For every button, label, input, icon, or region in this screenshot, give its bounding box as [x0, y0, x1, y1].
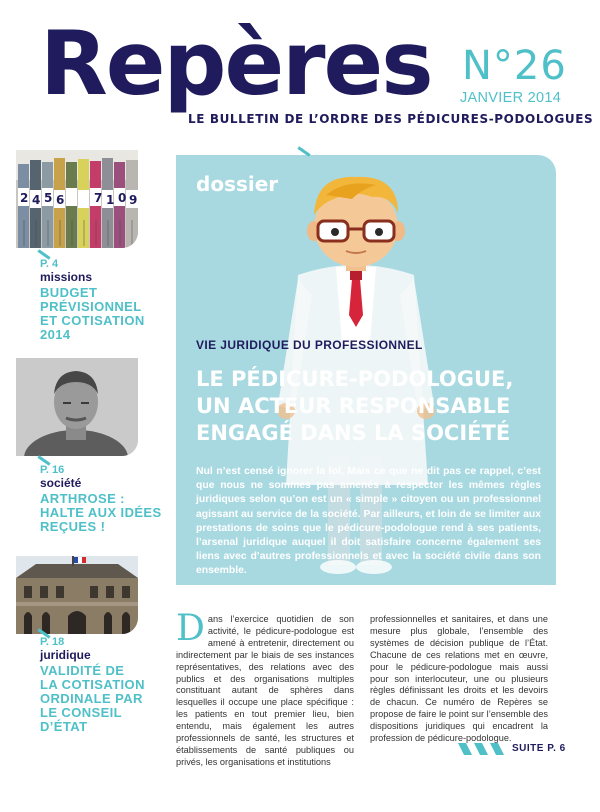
section-name: missions [40, 270, 93, 284]
article-rubric: VIE JURIDIQUE DU PROFESSIONNEL [196, 338, 423, 352]
body-column-1 [176, 608, 354, 769]
portrait-photo[interactable] [16, 358, 138, 456]
sidebar-item-juridique[interactable] [40, 636, 145, 734]
sidebar-item-missions[interactable] [40, 258, 145, 342]
continue-arrows-icon [458, 743, 504, 755]
conseil-detat-photo[interactable] [16, 556, 138, 634]
binder-number: 5 [44, 191, 53, 205]
headline[interactable]: VALIDITÉ DE LA COTISATION ORDINALE PAR LE CONSEIL D’ÉTAT [40, 663, 145, 734]
dossier-label: dossier [196, 172, 279, 196]
continue-link[interactable]: SUITE P. 6 [512, 743, 566, 754]
masthead-title: Repères [40, 12, 432, 115]
issue-number: N°26 [462, 43, 567, 89]
page-reference: P. 18 [40, 636, 65, 648]
binder-number: 9 [129, 193, 138, 207]
issue-date: JANVIER 2014 [460, 90, 562, 106]
binder-number: 7 [94, 191, 103, 205]
section-name: société [40, 476, 82, 490]
sidebar-item-societe[interactable] [40, 464, 162, 534]
binder-number: 2 [20, 191, 29, 205]
masthead-subtitle: LE BULLETIN DE L’ORDRE DES PÉDICURES-PODOLOGUES [188, 112, 594, 126]
binder-number: 1 [106, 193, 115, 207]
binder-number: 4 [32, 193, 41, 207]
page-reference: P. 4 [40, 258, 59, 270]
article-lede: Nul n’est censé ignorer la loi. Mais ce que ne dit pas ce rappel, c’est que nous ne sommes pas amenés à respecter les mêmes règles juridiques selon qu’on est un « simple » citoyen ou un professionnel agissant au service de la société. Par ailleurs, et loin de se limiter aux prestations de soins que le pédicure-podologue rend à ses patients, l’arsenal juridique auquel il doit satisfaire concerne également ses liens avec d’autres professionnels et avec la société civile dans son ensemble. [196, 466, 541, 577]
binder-number: 0 [118, 191, 127, 205]
section-name: juridique [40, 648, 91, 662]
drop-cap: D [176, 608, 205, 649]
binder-number: 6 [56, 193, 65, 207]
article-title: LE PÉDICURE-PODOLOGUE, UN ACTEUR RESPONSABLE ENGAGÉ DANS LA SOCIÉTÉ [196, 367, 514, 445]
body-text: ans l’exercice quotidien de son activité, le pédicure-podologue est amené à entretenir, directement ou indirectement par le biais de ses instances représentatives, des relations avec des publics et des organisations multiples constituant autant de sphères dans lesquelles il occupe une place spécifique : les patients en tout premier lieu, bien entendu, mais également les autres professionnels de santé, les structures et établissements de santé publiques ou privés, les organisations et institutions [176, 614, 354, 767]
body-text: professionnelles et sanitaires, et dans une mesure plus globale, l’ensemble des systèmes de décision publique de l’État. Chacune de ces relations met en œuvre, pour le pédicure-podologue mais aussi pour son interlocuteur, une ou plusieurs règles définissant les droits et les devoirs de chacun. Ce numéro de Repères se propose de faire le point sur l’ensemble des dispositions juridiques qui encadrent la profession de pédicure-podologue. [370, 614, 548, 744]
binders-photo[interactable] [16, 150, 138, 248]
headline[interactable]: ARTHROSE : HALTE AUX IDÉES REÇUES ! [40, 491, 162, 534]
headline[interactable]: BUDGET PRÉVISIONNEL ET COTISATION 2014 [40, 285, 145, 342]
body-column-2 [370, 614, 548, 745]
page-reference: P. 16 [40, 464, 65, 476]
